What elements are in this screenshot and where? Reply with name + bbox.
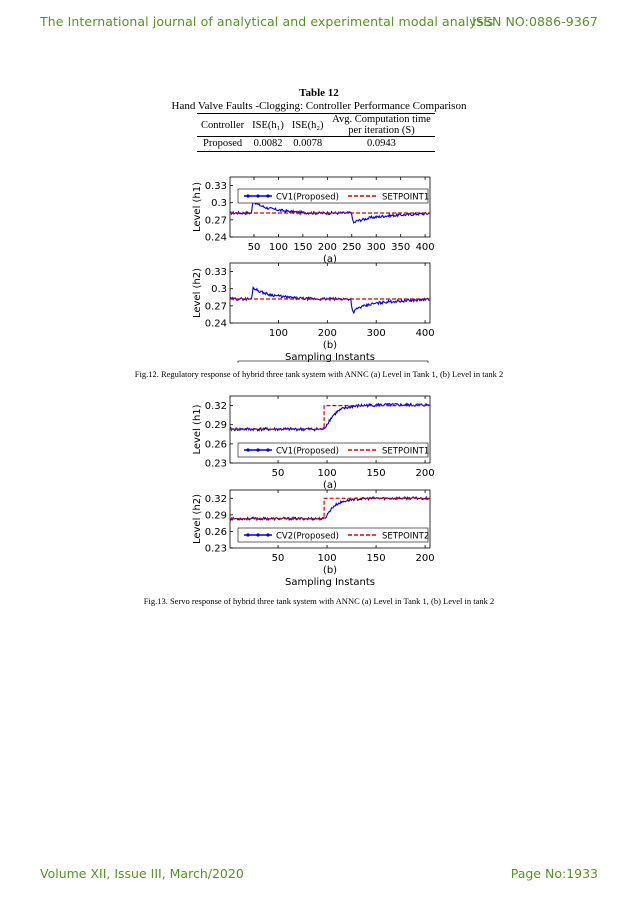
- performance-table: [197, 113, 435, 152]
- table-cell: 0.0943: [327, 137, 435, 152]
- panel-label: (a): [323, 254, 337, 265]
- y-tick-label: 0.24: [204, 232, 227, 244]
- journal-header: The International journal of analytical and experimental modal analysis: [40, 14, 494, 29]
- y-tick-label: 0.24: [204, 318, 227, 330]
- setpoint-line: [230, 498, 430, 518]
- y-tick-label: 0.33: [204, 181, 227, 193]
- y-tick-label: 0.29: [204, 510, 227, 522]
- col-ise-h2: ISE(h₂): [288, 114, 328, 137]
- y-tick-label: 0.32: [204, 493, 227, 505]
- setpoint-line: [230, 406, 430, 430]
- legend-marker: [256, 194, 259, 197]
- fig13-servo-response-chart: [180, 394, 460, 592]
- col-ise-h1: ISE(h₁): [248, 114, 288, 137]
- x-tick-label: 400: [415, 328, 435, 339]
- x-tick-label: 100: [317, 553, 337, 564]
- x-tick-label: 100: [317, 468, 337, 479]
- legend-label-setpoint: SETPOINT1: [382, 446, 430, 457]
- cv-line: [230, 202, 429, 223]
- legend-marker: [256, 533, 259, 536]
- y-axis-label: Level (h1): [192, 181, 203, 233]
- fig12-caption: Fig.12. Regulatory response of hybrid three tank system with ANNC (a) Level in Tank 1, (b) Level in tank 2: [134, 369, 504, 379]
- x-tick-label: 100: [268, 328, 288, 339]
- y-tick-label: 0.33: [204, 267, 227, 279]
- volume-footer: Volume XII, Issue III, March/2020: [40, 866, 244, 881]
- cv-line: [230, 497, 429, 520]
- legend-label-setpoint: SETPOINT2: [382, 531, 430, 542]
- table-title: Table 12: [299, 87, 339, 99]
- y-tick-label: 0.27: [204, 215, 227, 227]
- x-tick-label: 50: [247, 242, 261, 253]
- table-cell: 0.0082: [248, 137, 288, 152]
- y-axis-label: Level (h2): [192, 267, 203, 319]
- y-tick-label: 0.29: [204, 420, 227, 432]
- x-tick-label: 150: [366, 553, 386, 564]
- legend-marker: [246, 194, 249, 197]
- cv-line: [230, 404, 429, 431]
- page-number: Page No:1933: [510, 866, 598, 881]
- y-tick-label: 0.26: [204, 439, 227, 451]
- chart-panel: [192, 396, 435, 491]
- x-tick-label: 200: [317, 328, 337, 339]
- table-subtitle: Hand Valve Faults -Clogging: Controller Performance Comparison: [171, 100, 467, 112]
- y-tick-label: 0.23: [204, 543, 227, 555]
- y-axis-label: Level (h2): [192, 493, 203, 545]
- y-tick-label: 0.26: [204, 526, 227, 538]
- fig13-caption: Fig.13. Servo response of hybrid three tank system with ANNC (a) Level in Tank 1, (b) Level in tank 2: [143, 596, 495, 606]
- col-avg-time: Avg. Computation time per iteration (S): [327, 114, 435, 137]
- x-tick-label: 400: [415, 242, 435, 253]
- legend-marker: [266, 448, 269, 451]
- fig12-regulatory-response-chart: [180, 163, 460, 363]
- legend-marker: [266, 194, 269, 197]
- col-controller: Controller: [197, 114, 248, 137]
- x-tick-label: 50: [271, 468, 285, 479]
- legend-marker: [256, 448, 259, 451]
- x-tick-label: 200: [317, 242, 337, 253]
- x-tick-label: 50: [271, 553, 285, 564]
- table-cell: Proposed: [197, 137, 248, 152]
- panel-label: (a): [323, 480, 337, 491]
- x-tick-label: 250: [342, 242, 362, 253]
- table-row: [197, 137, 435, 152]
- y-tick-label: 0.23: [204, 458, 227, 470]
- chart-panel: [192, 177, 435, 265]
- legend-marker: [246, 448, 249, 451]
- x-tick-label: 350: [391, 242, 411, 253]
- x-tick-label: 100: [268, 242, 288, 253]
- x-tick-label: 200: [415, 468, 435, 479]
- x-axis-label: Sampling Instants: [285, 352, 375, 363]
- chart-panel: [192, 263, 435, 363]
- panel-label: (b): [322, 565, 338, 576]
- x-axis-label: Sampling Instants: [285, 577, 375, 588]
- y-tick-label: 0.27: [204, 301, 227, 313]
- legend-marker: [266, 533, 269, 536]
- x-tick-label: 200: [415, 553, 435, 564]
- issn-header: ISSN NO:0886-9367: [472, 14, 598, 29]
- chart-panel: [192, 490, 435, 588]
- y-tick-label: 0.3: [211, 284, 227, 296]
- y-axis-label: Level (h1): [192, 404, 203, 455]
- x-tick-label: 300: [366, 328, 386, 339]
- cv-line: [230, 287, 429, 313]
- y-tick-label: 0.32: [204, 401, 227, 413]
- legend-label-setpoint: SETPOINT1: [382, 192, 430, 203]
- x-tick-label: 150: [366, 468, 386, 479]
- legend-label-cv: CV1(Proposed): [276, 446, 339, 457]
- table-cell: 0.0078: [288, 137, 328, 152]
- legend-label-cv: CV2(Proposed): [276, 531, 339, 542]
- plot-frame: [230, 177, 430, 237]
- y-tick-label: 0.3: [211, 198, 227, 210]
- x-tick-label: 150: [293, 242, 313, 253]
- legend-marker: [246, 533, 249, 536]
- legend-label-cv: CV1(Proposed): [276, 192, 339, 203]
- x-tick-label: 300: [366, 242, 386, 253]
- panel-label: (b): [322, 340, 338, 351]
